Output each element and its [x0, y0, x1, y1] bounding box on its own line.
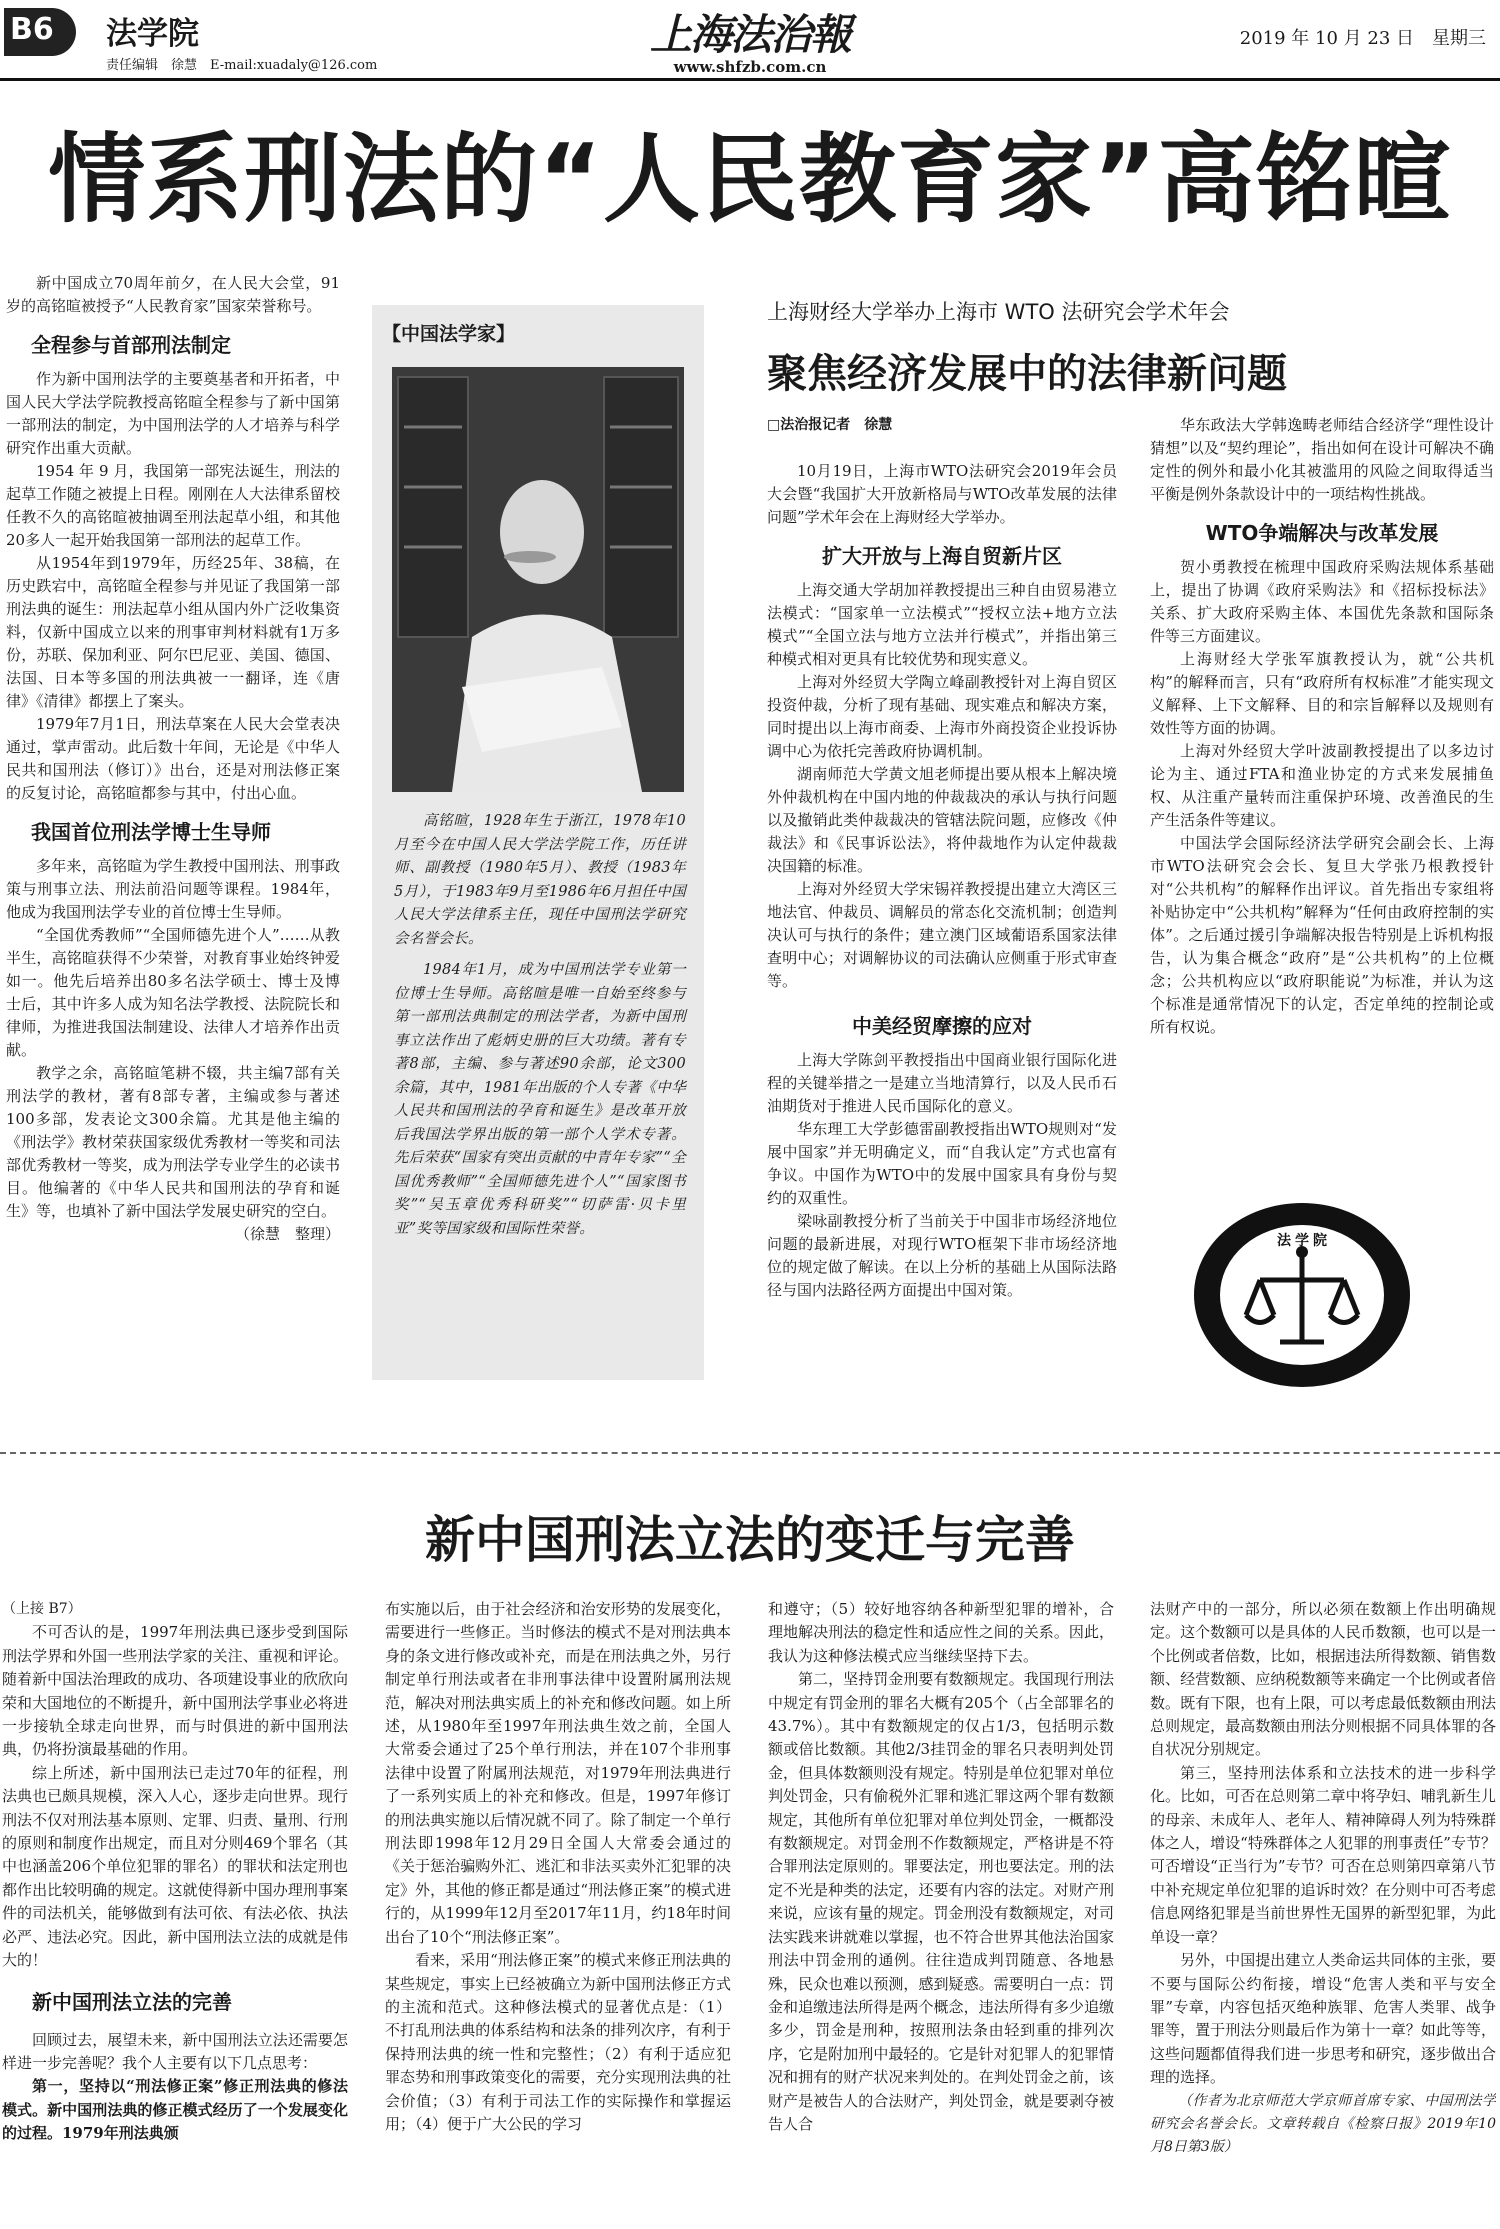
profile-bio	[394, 810, 686, 1241]
paragraph: 10月19日，上海市WTO法研究会2019年会员大会暨“我国扩大开放新格局与WTO改革发展的法律问题”学术年会在上海财经大学举办。	[767, 462, 1117, 526]
story2-subhead-3: WTO争端解决与改革发展	[1205, 521, 1439, 545]
main-headline: 情系刑法的“人民教育家”高铭暄	[48, 123, 1452, 236]
paragraph: 华东理工大学彭德雷副教授指出WTO规则对“发展中国家”并无明确定义，而“自我认定”方式也富有争议。中国作为WTO中的发展中国家具有身份与契约的双重性。	[767, 1120, 1117, 1207]
scales-of-justice-icon	[1190, 1200, 1414, 1390]
paragraph: 不可否认的是，1997年刑法典已逐步受到国际刑法学界和外国一些刑法学家的关注、重视和评论。随着新中国法治理政的成功、各项建设事业的欣欣向荣和大国地位的不断提升，新中国刑法学事业必将进一步接轨全球走向世界，而与时俱进的新中国刑法典，仍将扮演最基础的作用。	[2, 1623, 348, 1759]
story1-column	[6, 272, 340, 1412]
story2-subhead-1: 扩大开放与上海自贸新片区	[822, 544, 1062, 568]
paragraph: 上海对外经贸大学宋锡祥教授提出建立大湾区三地法官、仲裁员、调解员的常态化交流机制；创造判决认可与执行的条件；建立澳门区域葡语系国家法律查明中心；对调解协议的司法确认应侧重于形式审查等。	[767, 880, 1117, 990]
story3-column-2	[385, 1598, 731, 2228]
paragraph: 综上所述，新中国刑法已走过70年的征程，刑法典也已颇具规模，深入人心，逐步走向世界。现行刑法不仅对刑法基本原则、定罪、归责、量刑、行刑的原则和制度作出规定，而且对分则469个罪名（其中也涵盖206个单位犯罪的罪名）的罪状和法定刑也都作出比较明确的规定。这就使得新中国办理刑事案件的司法机关，能够做到有法可依、有法必依、执法必严、违法必究。因此，新中国刑法立法的成就是伟大的！	[2, 1763, 348, 1970]
bio-paragraph: 高铭暄，1928年生于浙江，1978年10月至今在中国人民大学法学院工作，历任讲师、副教授（1980年5月）、教授（1983年5月），于1983年9月至1986年6月担任中国人民大学法律系主任，现任中国刑法学研究会名誉会长。	[394, 813, 686, 947]
story3-subhead: 新中国刑法立法的完善	[32, 1989, 232, 2014]
paragraph: 和遵守；（5）较好地容纳各种新型犯罪的增补，合理地解决刑法的稳定性和适应性之间的关系。因此，我认为这种修法模式应当继续坚持下去。	[768, 1600, 1114, 1665]
story1-subhead-2: 我国首位刑法学博士生导师	[31, 820, 271, 844]
paragraph: 1979年7月1日，刑法草案在人民大会堂表决通过，掌声雷动。此后数十年间，无论是《中华人民共和国刑法（修订）》出台，还是对刑法修正案的反复讨论，高铭暄都参与其中，付出心血。	[6, 715, 340, 802]
law-school-seal	[1190, 1200, 1414, 1390]
paragraph: 另外，中国提出建立人类命运共同体的主张，要不要与国际公约衔接，增设“危害人类和平与安全罪”专章，内容包括灭绝种族罪、危害人类罪、战争罪等，置于刑法分则最后作为第十一章？如此等等，这些问题都值得我们进一步思考和研究，逐步做出合理的选择。	[1150, 1951, 1496, 2087]
paragraph: 教学之余，高铭暄笔耕不辍，共主编7部有关刑法学的教材，著有8部专著，主编或参与著述100多部，发表论文300余篇。尤其是他主编的《刑法学》教材荣获国家级优秀教材一等奖和司法部优秀教材一等奖，成为刑法学专业学生的必读书目。他编著的《中华人民共和国刑法的孕育和诞生》等，也填补了新中国法学发展史研究的空白。	[6, 1064, 340, 1220]
paragraph: 回顾过去，展望未来，新中国刑法立法还需要怎样进一步完善呢？我个人主要有以下几点思考：	[2, 2030, 348, 2072]
story2-subhead-2: 中美经贸摩擦的应对	[852, 1014, 1032, 1038]
story2-column-1	[767, 460, 1117, 1400]
issue-date: 2019 年 10 月 23 日 星期三	[1239, 28, 1486, 49]
paragraph: “全国优秀教师”“全国师德先进个人”……从教半生，高铭暄获得不少荣誉，对教育事业始终钟爱如一。他先后培养出80多名法学硕士、博士及博士后，其中许多人成为知名法学教授、法院院长和律师，为推进我国法制建设、法律人才培养作出贡献。	[6, 926, 340, 1059]
website: www.shfzb.com.cn	[673, 58, 827, 76]
profile-label: 【中国法学家】	[382, 323, 516, 345]
header-rule	[0, 78, 1500, 81]
story1-subhead-1: 全程参与首部刑法制定	[31, 333, 231, 357]
paragraph: 从1954年到1979年，历经25年、38稿，在历史跌宕中，高铭暄全程参与并见证了我国第一部刑法典的诞生：刑法起草小组从国内外广泛收集资料，仅新中国成立以来的刑事审判材料就有1万多份，苏联、保加利亚、阿尔巴尼亚、美国、德国、法国、日本等多国的刑法典被一一翻译，连《唐律》《清律》都摆上了案头。	[6, 554, 340, 710]
story1-intro: 新中国成立70周年前夕，在人民大会堂，91岁的高铭暄被授予“人民教育家”国家荣誉称号。	[6, 274, 340, 315]
story3-column-4	[1150, 1598, 1496, 2228]
story3-column-1	[2, 1598, 348, 2228]
paragraph: 1954 年 9 月，我国第一部宪法诞生，刑法的起草工作随之被提上日程。刚刚在人大法律系留校任教不久的高铭暄被抽调至刑法起草小组，和其他20多人一起开始我国第一部刑法的起草工作。	[6, 462, 340, 549]
paragraph: 上海交通大学胡加祥教授提出三种自由贸易港立法模式：“国家单一立法模式”“授权立法+地方立法模式”“全国立法与地方立法并行模式”，并指出第三种模式相对更具有比较优势和现实意义。	[767, 581, 1117, 668]
story3-headline: 新中国刑法立法的变迁与完善	[425, 1511, 1075, 1569]
paragraph: 多年来，高铭暄为学生教授中国刑法、刑事政策与刑事立法、刑法前沿问题等课程。1984年，他成为我国刑法学专业的首位博士生导师。	[6, 857, 340, 921]
bio-paragraph: 1984年1月，成为中国刑法学专业第一位博士生导师。高铭暄是唯一自始至终参与第一部刑法典制定的刑法学者，为新中国刑事立法作出了彪炳史册的巨大功绩。著有专著8部，主编、参与著述90余部，论文300余篇，其中，1981年出版的个人专著《中华人民共和国刑法的孕育和诞生》是改革开放后我国法学界出版的第一部个人学术专著。先后荣获“国家有突出贡献的中青年专家”“全国优秀教师”“全国师德先进个人”“国家图书奖”“吴玉章优秀科研奖”“切萨雷·贝卡里亚”奖等国家级和国际性荣誉。	[394, 962, 686, 1237]
paragraph: 上海大学陈剑平教授指出中国商业银行国际化进程的关键举措之一是建立当地清算行，以及人民币石油期货对于推进人民币国际化的意义。	[767, 1051, 1117, 1115]
masthead: 上海法治報	[649, 10, 850, 59]
paragraph: 第二，坚持罚金刑要有数额规定。我国现行刑法中规定有罚金刑的罪名大概有205个（占全部罪名的43.7%）。其中有数额规定的仅占1/3，包括明示数额或倍比数额。其他2/3挂罚金的罪名只表明判处罚金，但具体数额则没有规定。特别是单位犯罪对单位判处罚金，只有偷税外汇罪和逃汇罪这两个罪有数额规定，其他所有单位犯罪对单位判处罚金，一概都没有数额规定。对罚金刑不作数额规定，严格讲是不符合罪刑法定原则的。罪要法定，刑也要法定。刑的法定不光是种类的法定，还要有内容的法定。对财产刑来说，应该有量的规定。罚金刑没有数额规定，对司法实践来讲就难以掌握，也不符合世界其他法治国家刑法中罚金刑的通例。往往造成判罚随意、各地悬殊，民众也难以预测，感到疑惑。需要明白一点：罚金和追缴违法所得是两个概念，违法所得有多少追缴多少，罚金是刑种，按照刑法条由轻到重的排列次序，它是附加刑中最轻的。它是针对犯罪人的犯罪情况和拥有的财产状况来判处的。在判处罚金之前，该财产是被告人的合法财产，判处罚金，就是要剥夺被告人合	[768, 1670, 1114, 2133]
story2-kicker: 上海财经大学举办上海市 WTO 法研究会学术年会	[767, 300, 1230, 324]
paragraph: 中国法学会国际经济法学研究会副会长、上海市WTO法研究会会长、复旦大学张乃根教授针对“公共机构”的解释作出评议。首先指出专家组将补贴协定中“公共机构”解释为“任何由政府控制的实体”。之后通过援引争端解决报告特别是上诉机构报告，认为集合概念“政府”是“公共机构”的上位概念；公共机构应以“政府职能说”为标准，并认为这个标准是通常情况下的认定，否定单纯的控制论或所有权说。	[1150, 834, 1494, 1036]
editor-line: 责任编辑 徐慧 E-mail:xuadaly@126.com	[106, 58, 378, 73]
paragraph: 第一，坚持以“刑法修正案”修正刑法典的修法模式。新中国刑法典的修正模式经历了一个发展变化的过程。1979年刑法典颁	[2, 2077, 348, 2143]
paragraph: 上海财经大学张军旗教授认为，就“公共机构”的解释而言，只有“政府所有权标准”才能实现文义解释、上下文解释、目的和宗旨解释以及规则有效性等方面的协调。	[1150, 650, 1494, 737]
paragraph: 梁咏副教授分析了当前关于中国非市场经济地位问题的最新进展，对现行WTO框架下非市场经济地位的规定做了解读。在以上分析的基础上从国际法路径与国内法路径两方面提出中国对策。	[767, 1212, 1117, 1299]
paragraph: 华东政法大学韩逸畴老师结合经济学“理性设计猜想”以及“契约理论”，指出如何在设计可解决不确定性的例外和最小化其被滥用的风险之间取得适当平衡是例外条款设计中的一项结构性挑战。	[1150, 416, 1494, 503]
continuation-note: （上接 B7）	[2, 1601, 82, 1617]
story2-column-2	[1150, 414, 1494, 1214]
paragraph: 上海对外经贸大学陶立峰副教授针对上海自贸区投资仲裁，分析了现有基础、现实难点和解决方案，同时提出以上海市商委、上海市外商投资企业投诉协调中心为依托完善政府协调机制。	[767, 673, 1117, 760]
portrait-photo	[392, 367, 684, 792]
paragraph: 布实施以后，由于社会经济和治安形势的发展变化，需要进行一些修正。当时修法的模式不是对刑法典本身的条文进行修改或补充，而是在刑法典之外，另行制定单行刑法或者在非刑事法律中设置附属刑法规范，解决对刑法典实质上的补充和修改问题。如上所述，从1980年至1997年刑法典生效之前，全国人大常委会通过了25个单行刑法，并在107个非刑事法律中设置了附属刑法规范，对1979年刑法典进行了一系列实质上的补充和修改。但是，1997年修订的刑法典实施以后情况就不同了。除了制定一个单行刑法即1998年12月29日全国人大常委会通过的《关于惩治骗购外汇、逃汇和非法买卖外汇犯罪的决定》外，其他的修正都是通过“刑法修正案”的模式进行的，从1999年12月至2017年11月，约18年时间出台了10个“刑法修正案”。	[385, 1600, 731, 1946]
portrait-illustration	[392, 367, 684, 792]
paragraph: 作为新中国刑法学的主要奠基者和开拓者，中国人民大学法学院教授高铭暄全程参与了新中国第一部刑法的制定，为中国刑法学的人才培养与科学研究作出重大贡献。	[6, 370, 340, 457]
story2-headline: 聚焦经济发展中的法律新问题	[767, 351, 1287, 397]
section-divider	[0, 1452, 1500, 1454]
story2-byline: □法治报记者 徐慧	[767, 417, 893, 433]
section-title: 法学院	[106, 16, 199, 52]
header	[0, 0, 1500, 76]
profile-box	[372, 305, 704, 1380]
paragraph: 贺小勇教授在梳理中国政府采购法规体系基础上，提出了协调《政府采购法》和《招标投标法》关系、扩大政府采购主体、本国优先条款和国际条件等三方面建议。	[1150, 558, 1494, 645]
story3-column-3	[768, 1598, 1114, 2228]
page-badge-number: B6	[10, 12, 54, 47]
paragraph: 第三，坚持刑法体系和立法技术的进一步科学化。比如，可否在总则第二章中将孕妇、哺乳新生儿的母亲、未成年人、老年人、精神障碍人列为特殊群体之人，增设“特殊群体之人犯罪的刑事责任”专节？可否增设“正当行为”专节？可否在总则第四章第八节中补充规定单位犯罪的追诉时效？在分则中可否考虑信息网络犯罪是当前世界性无国界的新型犯罪，为此单设一章？	[1150, 1763, 1496, 1946]
paragraph: 湖南师范大学黄文旭老师提出要从根本上解决境外仲裁机构在中国内地的仲裁裁决的承认与执行问题以及撤销此类仲裁裁决的管辖法院问题，应修改《仲裁法》和《民事诉讼法》，将仲裁地作为认定仲裁裁决国籍的标准。	[767, 765, 1117, 875]
seal-text: 法学院	[1277, 1233, 1331, 1249]
story1-byline: （徐慧 整理）	[234, 1225, 340, 1243]
paragraph: 法财产中的一部分，所以必须在数额上作出明确规定。这个数额可以是具体的人民币数额，也可以是一个比例或者倍数，比如，根据违法所得数额、销售数额、经营数额、应纳税数额等来确定一个比例或者倍数。既有下限，也有上限，可以考虑最低数额由刑法总则规定，最高数额由刑法分则根据不同具体罪的各自状况分别规定。	[1150, 1600, 1496, 1759]
paragraph: 上海对外经贸大学叶波副教授提出了以多边讨论为主、通过FTA和渔业协定的方式来发展捕鱼权、从注重产量转而注重保护环境、改善渔民的生产生活条件等建议。	[1150, 742, 1494, 829]
paragraph: 看来，采用“刑法修正案”的模式来修正刑法典的某些规定，事实上已经被确立为新中国刑法修正方式的主流和范式。这种修法模式的显著优点是：（1）不打乱刑法典的体系结构和法条的排列次序，有利于保持刑法典的统一性和完整性；（2）有利于适应犯罪态势和刑事政策变化的需要，充分实现刑法典的社会价值；（3）有利于司法工作的实际操作和掌握运用；（4）便于广大公民的学习	[385, 1951, 731, 2133]
author-note: （作者为北京师范大学京师首席专家、中国刑法学研究会名誉会长。文章转载自《检察日报》2019年10月8日第3版）	[1150, 2092, 1496, 2156]
